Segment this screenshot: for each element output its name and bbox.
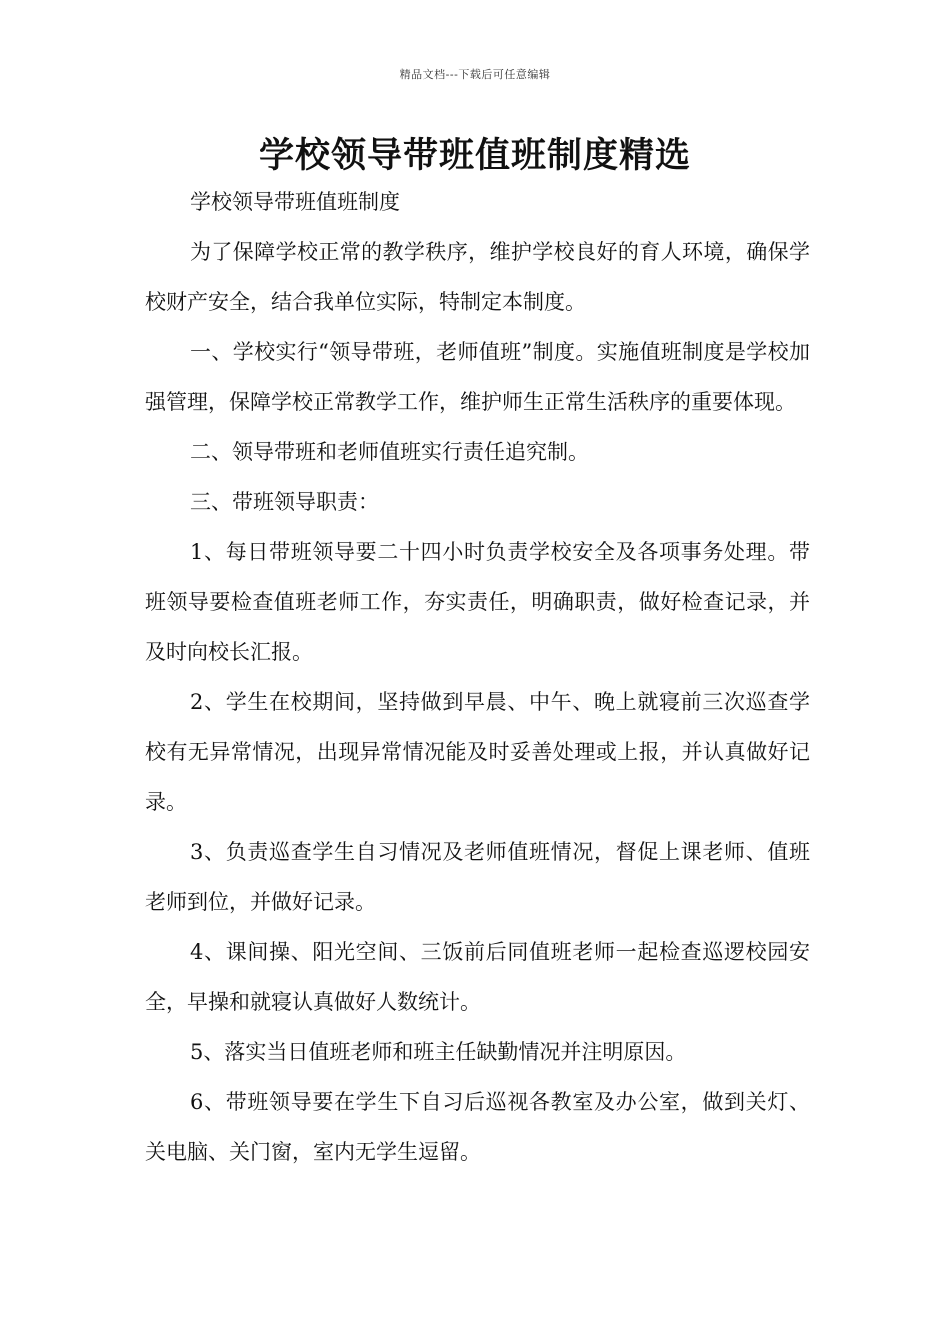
paragraph-intro: 为了保障学校正常的教学秩序，维护学校良好的育人环境，确保学校财产安全，结合我单位实际，特制定本制度。 <box>145 240 810 314</box>
paragraph-section-3: 三、带班领导职责： <box>190 490 379 514</box>
paragraph-subtitle: 学校领导带班值班制度 <box>190 190 400 214</box>
paragraph-item-1: 1、每日带班领导要二十四小时负责学校安全及各项事务处理。带班领导要检查值班老师工作，夯实责任，明确职责，做好检查记录，并及时向校长汇报。 <box>145 540 810 664</box>
paragraph-section-2: 二、领导带班和老师值班实行责任追究制。 <box>190 440 589 464</box>
paragraph-item-4: 4、课间操、阳光空间、三饭前后同值班老师一起检查巡逻校园安全，早操和就寝认真做好人数统计。 <box>145 940 810 1014</box>
paragraph-item-5: 5、落实当日值班老师和班主任缺勤情况并注明原因。 <box>190 1040 687 1064</box>
header-note: 精品文档---下载后可任意编辑 <box>399 68 551 81</box>
paragraph-item-3: 3、负责巡查学生自习情况及老师值班情况，督促上课老师、值班老师到位，并做好记录。 <box>145 840 810 914</box>
paragraph-item-6: 6、带班领导要在学生下自习后巡视各教室及办公室，做到关灯、关电脑、关门窗，室内无学生逗留。 <box>145 1090 810 1164</box>
document-title: 学校领导带班值班制度精选 <box>258 136 691 176</box>
document-body <box>145 177 810 1177</box>
paragraph-section-1: 一、学校实行“领导带班，老师值班”制度。实施值班制度是学校加强管理，保障学校正常教学工作，维护师生正常生活秩序的重要体现。 <box>145 340 810 414</box>
paragraph-item-2: 2、学生在校期间，坚持做到早晨、中午、晚上就寝前三次巡查学校有无异常情况，出现异常情况能及时妥善处理或上报，并认真做好记录。 <box>145 690 810 814</box>
